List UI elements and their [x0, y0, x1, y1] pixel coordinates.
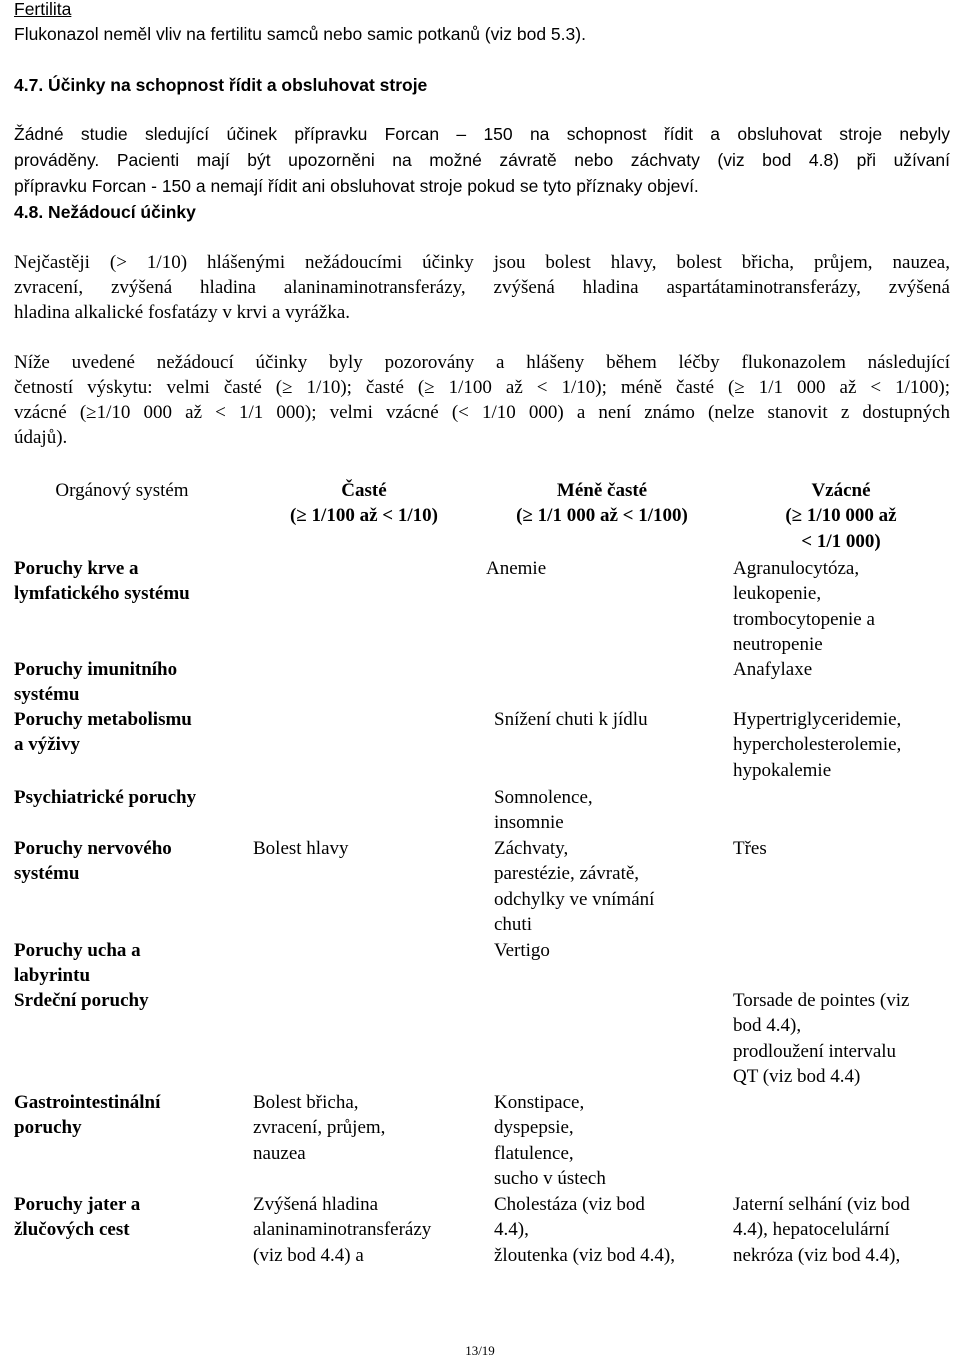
- table-cell-rare: Hypertriglyceridemie,: [733, 709, 902, 730]
- table-cell-organ: systému: [14, 863, 80, 885]
- section-4-8-para1-line-2: zvracení, zvýšená hladina alaninaminotransferázy, zvýšená hladina aspartátaminotransferázy, zvýšená: [14, 277, 950, 298]
- table-cell-rare: Agranulocytóza,: [733, 558, 860, 579]
- table-cell-rare: neutropenie: [733, 633, 823, 655]
- table-cell-rare: trombocytopenie a: [733, 608, 875, 630]
- table-cell-uncommon: Konstipace,: [494, 1092, 585, 1113]
- table-header-rare: Vzácné: [811, 480, 871, 501]
- table-cell-uncommon: sucho v ústech: [494, 1167, 606, 1189]
- table-cell-rare: bod 4.4),: [733, 1015, 802, 1037]
- table-cell-uncommon: Cholestáza (viz bod: [494, 1194, 645, 1215]
- table-cell-common: Bolest břicha,: [253, 1092, 359, 1113]
- table-cell-uncommon: insomnie: [494, 812, 564, 834]
- table-cell-organ: Poruchy nervového: [14, 838, 172, 859]
- table-header-rare: (≥ 1/10 000 až: [785, 505, 897, 527]
- table-cell-common: (viz bod 4.4) a: [253, 1244, 364, 1266]
- table-cell-organ: Poruchy ucha a: [14, 940, 141, 961]
- table-header-common: (≥ 1/100 až < 1/10): [290, 505, 438, 527]
- table-cell-organ: Poruchy metabolismu: [14, 709, 192, 730]
- section-4-8-heading: 4.8. Nežádoucí účinky: [14, 202, 196, 222]
- table-cell-organ: systému: [14, 684, 80, 706]
- section-4-8-para1-line-1: Nejčastěji (> 1/10) hlášenými nežádoucími účinky jsou bolest hlavy, bolest břicha, průjem, nauzea,: [14, 252, 950, 273]
- table-cell-uncommon: 4.4),: [494, 1219, 529, 1241]
- table-cell-uncommon: Vertigo: [494, 940, 550, 961]
- section-4-7-line-3: přípravku Forcan - 150 a nemají řídit ani obsluhovat stroje pokud se tyto příznaky objeví.: [14, 176, 699, 196]
- page-number: 13/19: [465, 1343, 495, 1358]
- section-4-7-line-1: Žádné studie sledující účinek přípravku Forcan – 150 na schopnost řídit a obsluhovat stroje nebyly: [14, 124, 950, 144]
- table-cell-rare: nekróza (viz bod 4.4),: [733, 1244, 901, 1266]
- section-4-8-para2-line-4: údajů).: [14, 427, 68, 448]
- table-cell-rare: prodloužení intervalu: [733, 1040, 897, 1062]
- table-cell-uncommon: Záchvaty,: [494, 838, 569, 859]
- table-cell-common: alaninaminotransferázy: [253, 1219, 432, 1241]
- table-cell-rare: QT (viz bod 4.4): [733, 1065, 861, 1087]
- section-4-8-para2-line-2: četností výskytu: velmi časté (≥ 1/10); časté (≥ 1/100 až < 1/10); méně časté (≥ 1/1 000 až < 1/100);: [14, 377, 950, 398]
- table-header-uncommon: (≥ 1/1 000 až < 1/100): [516, 505, 688, 527]
- table-cell-common: zvracení, průjem,: [253, 1117, 386, 1139]
- table-cell-organ: žlučových cest: [14, 1219, 130, 1241]
- table-cell-organ: Srdeční poruchy: [14, 990, 149, 1011]
- table-cell-organ: Gastrointestinální: [14, 1092, 161, 1113]
- section-4-8-para2-line-3: vzácné (≥1/10 000 až < 1/1 000); velmi vzácné (< 1/10 000) a není známo (nelze stanovit z dostupných: [14, 402, 950, 423]
- table-header-rare: < 1/1 000): [801, 530, 881, 552]
- table-cell-uncommon: žloutenka (viz bod 4.4),: [494, 1244, 675, 1266]
- table-cell-organ: lymfatického systému: [14, 583, 190, 605]
- table-header-uncommon: Méně časté: [556, 480, 648, 501]
- section-4-7-heading: 4.7. Účinky na schopnost řídit a obsluhovat stroje: [14, 75, 428, 95]
- table-cell-common: Zvýšená hladina: [253, 1194, 379, 1215]
- table-cell-rare: hypercholesterolemie,: [733, 734, 902, 756]
- table-cell-uncommon: dyspepsie,: [494, 1117, 574, 1139]
- table-header-common: Časté: [341, 480, 387, 501]
- table-cell-rare: hypokalemie: [733, 759, 832, 781]
- table-cell-organ: labyrintu: [14, 965, 91, 987]
- table-cell-uncommon: odchylky ve vnímání: [494, 888, 655, 910]
- table-cell-rare: 4.4), hepatocelulární: [733, 1219, 890, 1241]
- table-cell-rare: Torsade de pointes (viz: [733, 990, 910, 1011]
- table-cell-organ: Psychiatrické poruchy: [14, 787, 197, 808]
- table-cell-uncommon: chuti: [494, 913, 532, 935]
- table-cell-organ: a výživy: [14, 734, 80, 756]
- table-header-organ: Orgánový systém: [55, 480, 189, 501]
- table-cell-rare: Třes: [733, 838, 767, 859]
- table-cell-common: Bolest hlavy: [253, 838, 349, 859]
- table-cell-uncommon: Snížení chuti k jídlu: [494, 709, 648, 730]
- section-4-7-line-2: prováděny. Pacienti mají být upozorněni na možné závratě nebo záchvaty (viz bod 4.8) při užívaní: [14, 150, 950, 170]
- table-cell-organ: Poruchy jater a: [14, 1194, 141, 1215]
- fertility-text: Flukonazol neměl vliv na fertilitu samců nebo samic potkanů (viz bod 5.3).: [14, 24, 586, 44]
- table-cell-uncommon: Somnolence,: [494, 787, 593, 808]
- table-cell-uncommon: parestézie, závratě,: [494, 863, 640, 885]
- table-cell-organ: Poruchy imunitního: [14, 659, 178, 680]
- table-cell-uncommon: Anemie: [486, 558, 547, 579]
- table-cell-rare: leukopenie,: [733, 583, 822, 605]
- table-cell-uncommon: flatulence,: [494, 1142, 574, 1164]
- section-4-8-para2-line-1: Níže uvedené nežádoucí účinky byly pozorovány a hlášeny během léčby flukonazolem následující: [14, 352, 950, 373]
- table-cell-common: nauzea: [253, 1142, 306, 1164]
- table-cell-rare: Jaterní selhání (viz bod: [733, 1194, 910, 1215]
- table-cell-rare: Anafylaxe: [733, 659, 813, 680]
- fertility-heading: Fertilita: [14, 0, 72, 19]
- table-cell-organ: poruchy: [14, 1117, 82, 1139]
- section-4-8-para1-line-3: hladina alkalické fosfatázy v krvi a vyrážka.: [14, 302, 351, 323]
- table-cell-organ: Poruchy krve a: [14, 558, 139, 579]
